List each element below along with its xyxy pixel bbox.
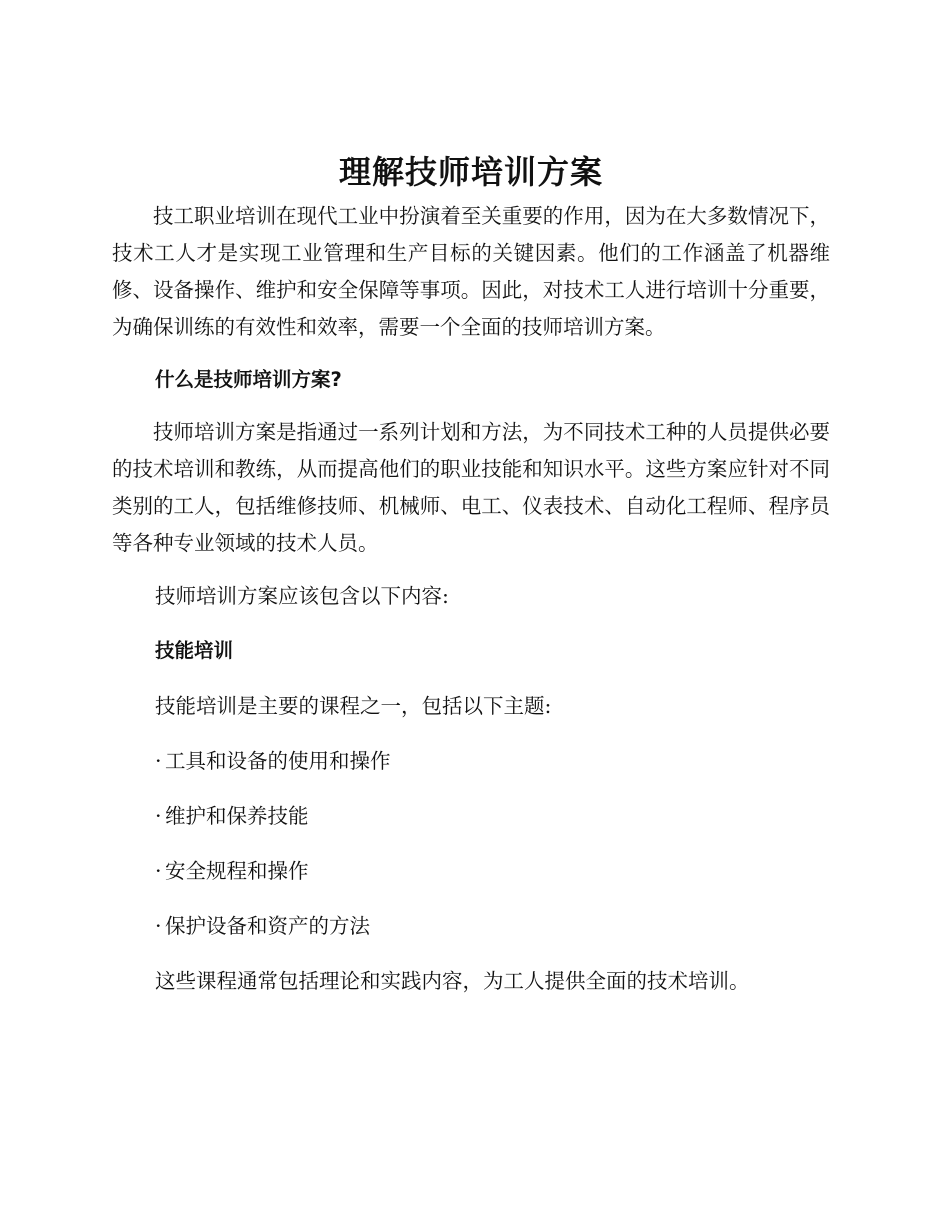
spacer	[112, 940, 830, 967]
spacer	[112, 562, 830, 582]
spacer	[112, 394, 830, 414]
spacer	[112, 665, 830, 692]
bullet-item	[112, 802, 830, 830]
bullet-dot-icon: ·	[155, 914, 162, 938]
spacer	[112, 346, 830, 366]
bullet-dot-icon: ·	[155, 749, 162, 773]
section-heading-what-is: 什么是技师培训方案?	[155, 368, 342, 391]
document-page	[112, 150, 830, 995]
section-heading-skills: 技能培训	[155, 639, 234, 662]
bullet-item	[112, 747, 830, 775]
bullet-item	[112, 912, 830, 940]
document-title: 理解技师培训方案	[338, 153, 603, 191]
bullet-text: 安全规程和操作	[165, 859, 309, 883]
contents-intro: 技师培训方案应该包含以下内容:	[155, 584, 449, 608]
bullet-text: 工具和设备的使用和操作	[165, 749, 391, 773]
spacer	[112, 885, 830, 912]
closing-paragraph: 这些课程通常包括理论和实践内容，为工人提供全面的技术培训。	[155, 969, 750, 993]
bullet-text: 维护和保养技能	[165, 804, 309, 828]
bullet-item	[112, 857, 830, 885]
bullet-text: 保护设备和资产的方法	[165, 914, 370, 938]
intro-paragraph: 技工职业培训在现代工业中扮演着至关重要的作用，因为在大多数情况下，技术工人才是实现工业管理和生产目标的关键因素。他们的工作涵盖了机器维修、设备操作、维护和安全保障等事项。因此，对技术工人进行培训十分重要，为确保训练的有效性和效率，需要一个全面的技师培训方案。	[112, 204, 830, 339]
bullet-dot-icon: ·	[155, 859, 162, 883]
spacer	[112, 830, 830, 857]
skills-intro: 技能培训是主要的课程之一，包括以下主题:	[155, 694, 552, 718]
spacer	[112, 610, 830, 637]
spacer	[112, 720, 830, 747]
section1-paragraph: 技师培训方案是指通过一系列计划和方法，为不同技术工种的人员提供必要的技术培训和教练，从而提高他们的职业技能和知识水平。这些方案应针对不同类别的工人，包括维修技师、机械师、电工、仪表技术、自动化工程师、程序员等各种专业领域的技术人员。	[112, 420, 830, 555]
bullet-dot-icon: ·	[155, 804, 162, 828]
spacer	[112, 775, 830, 802]
